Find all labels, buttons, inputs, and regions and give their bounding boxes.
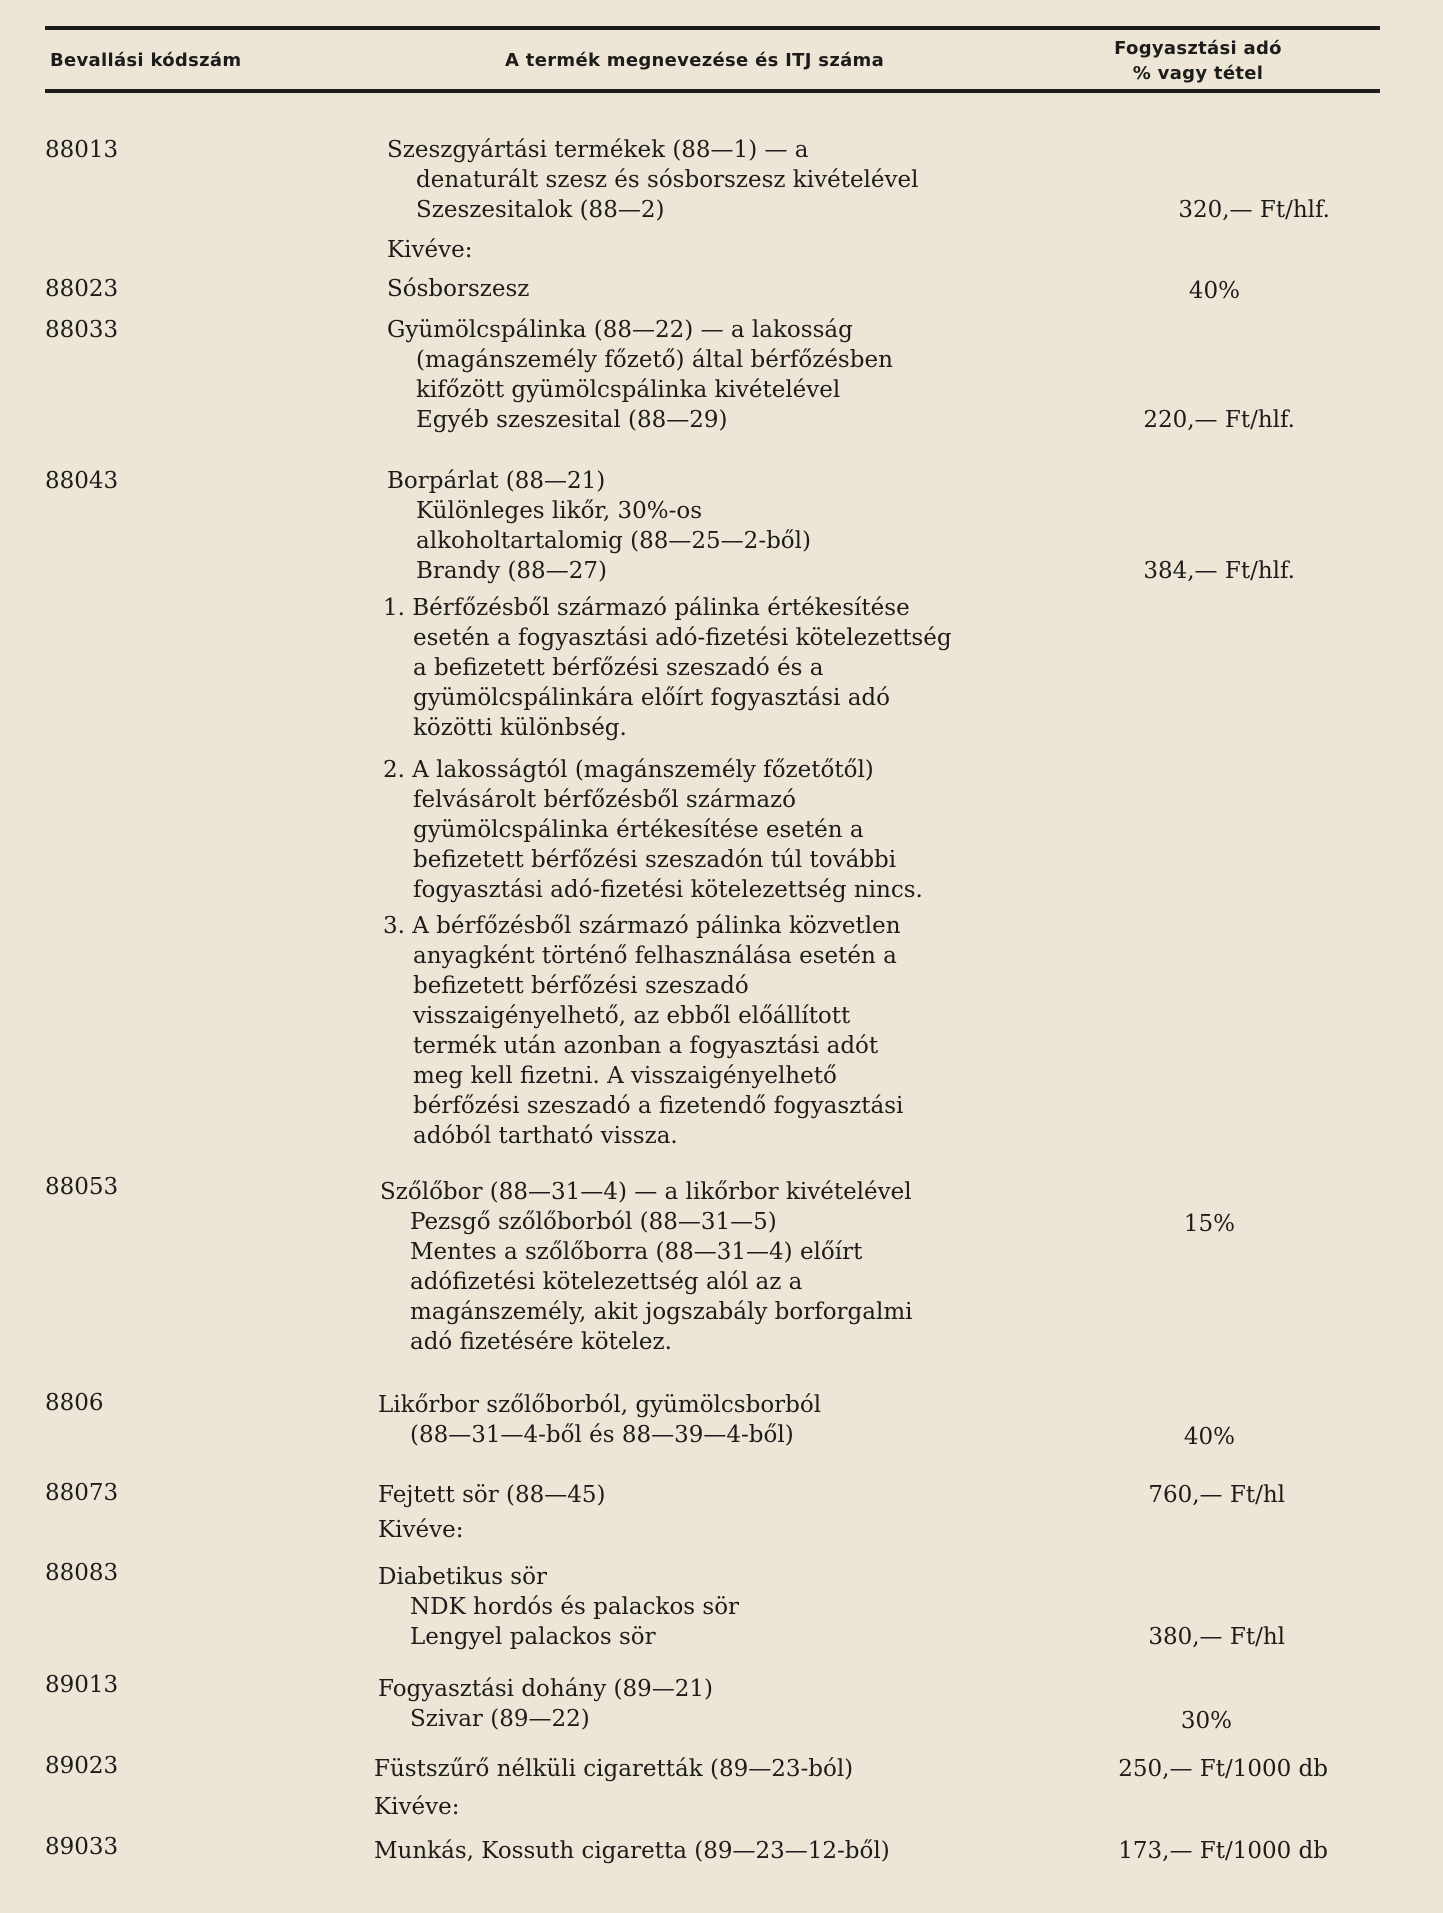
product-description: Kivéve: [378,1517,464,1543]
product-description: denaturált szesz és sósborszesz kivételével [416,167,919,193]
declaration-code: 89033 [45,1834,119,1860]
note-text: adó fizetésére kötelez. [410,1329,672,1355]
product-description: Diabetikus sör [378,1564,547,1590]
product-description: Brandy (88—27) [416,558,607,584]
product-description: Kivéve: [387,237,473,263]
note-text: a befizetett bérfőzési szeszadó és a [413,655,824,681]
note-text: 3. A bérfőzésből származó pálinka közvetlen [383,913,901,939]
product-description: Szivar (89—22) [410,1706,590,1732]
column-header-code: Bevallási kódszám [50,50,242,71]
product-description: Gyümölcspálinka (88—22) — a lakosság [387,317,853,343]
note-text: bérfőzési szeszadó a fizetendő fogyasztási [413,1093,904,1119]
note-text: magánszemély, akit jogszabály borforgalmi [410,1299,913,1325]
note-text: 2. A lakosságtól (magánszemély főzetőtől) [383,757,874,783]
note-text: esetén a fogyasztási adó-fizetési kötelezettség [413,625,952,651]
note-text: anyagként történő felhasználása esetén a [413,943,897,969]
tax-value: 40% [1188,278,1240,304]
product-description: kifőzött gyümölcspálinka kivételével [416,377,841,403]
note-text: gyümölcspálinkára előírt fogyasztási adó [413,685,890,711]
declaration-code: 89013 [45,1672,119,1698]
note-text: fogyasztási adó-fizetési kötelezettség nincs. [413,877,923,903]
declaration-code: 88053 [45,1174,119,1200]
note-text: adóból tartható vissza. [413,1123,678,1149]
declaration-code: 88013 [45,137,119,163]
note-text: 1. Bérfőzésből származó pálinka értékesítése [383,595,910,621]
product-description: Szeszgyártási termékek (88—1) — a [387,137,809,163]
product-description: Szőlőbor (88—31—4) — a likőrbor kivételével [380,1179,912,1205]
note-text: felvásárolt bérfőzésből származó [413,787,797,813]
declaration-code: 88043 [45,468,119,494]
note-text: meg kell fizetni. A visszaigényelhető [413,1063,837,1089]
product-description: Lengyel palackos sör [410,1624,656,1650]
tax-value: 760,— Ft/hl [1148,1482,1285,1508]
product-description: (magánszemély főzető) által bérfőzésben [416,347,893,373]
note-text: adófizetési kötelezettség alól az a [410,1269,803,1295]
header-bottom-rule [45,89,1380,93]
note-text: visszaigényelhető, az ebből előállított [413,1003,851,1029]
column-header-tax [1108,36,1288,86]
tax-value: 173,— Ft/1000 db [1118,1838,1328,1864]
note-text: termék után azonban a fogyasztási adót [413,1033,879,1059]
product-description: NDK hordós és palackos sör [410,1594,740,1620]
product-description: Sósborszesz [387,276,530,302]
declaration-code: 8806 [45,1390,104,1416]
declaration-code: 88023 [45,276,119,302]
tax-value: 250,— Ft/1000 db [1118,1756,1328,1782]
tax-value: 30% [1180,1708,1232,1734]
product-description: Likőrbor szőlőborból, gyümölcsborból [378,1392,822,1418]
product-description: Szeszesitalok (88—2) [416,197,665,223]
product-description: Különleges likőr, 30%-os [416,498,703,524]
column-header-name: A termék megnevezése és ITJ száma [505,50,885,71]
product-description: Munkás, Kossuth cigaretta (89—23—12-ből) [374,1838,890,1864]
tax-value: 220,— Ft/hlf. [1143,407,1295,433]
product-description: Borpárlat (88—21) [387,468,606,494]
declaration-code: 88033 [45,317,119,343]
note-text: befizetett bérfőzési szeszadó [413,973,749,999]
column-header-tax-line1: Fogyasztási adó [1114,38,1282,59]
tax-value: 380,— Ft/hl [1148,1624,1285,1650]
product-description: Kivéve: [374,1794,460,1820]
tax-value: 40% [1183,1424,1235,1450]
column-header-tax-line2: % vagy tétel [1132,63,1264,84]
tax-value: 320,— Ft/hlf. [1178,197,1330,223]
note-text: befizetett bérfőzési szeszadón túl további [413,847,897,873]
product-description: (88—31—4-ből és 88—39—4-ből) [410,1422,794,1448]
product-description: Füstszűrő nélküli cigaretták (89—23-ból) [374,1756,854,1782]
product-description: Fogyasztási dohány (89—21) [378,1676,714,1702]
note-text: gyümölcspálinka értékesítése esetén a [413,817,864,843]
declaration-code: 89023 [45,1753,119,1779]
product-description: Egyéb szeszesital (88—29) [416,407,728,433]
tax-value: 384,— Ft/hlf. [1143,558,1295,584]
product-description: Fejtett sör (88—45) [378,1482,606,1508]
header-top-rule [45,26,1380,30]
declaration-code: 88073 [45,1480,119,1506]
product-description: Pezsgő szőlőborból (88—31—5) [410,1209,777,1235]
tax-value: 15% [1183,1211,1235,1237]
note-text: közötti különbség. [413,715,627,741]
declaration-code: 88083 [45,1560,119,1586]
product-description: alkoholtartalomig (88—25—2-ből) [416,528,811,554]
note-text: Mentes a szőlőborra (88—31—4) előírt [410,1239,863,1265]
